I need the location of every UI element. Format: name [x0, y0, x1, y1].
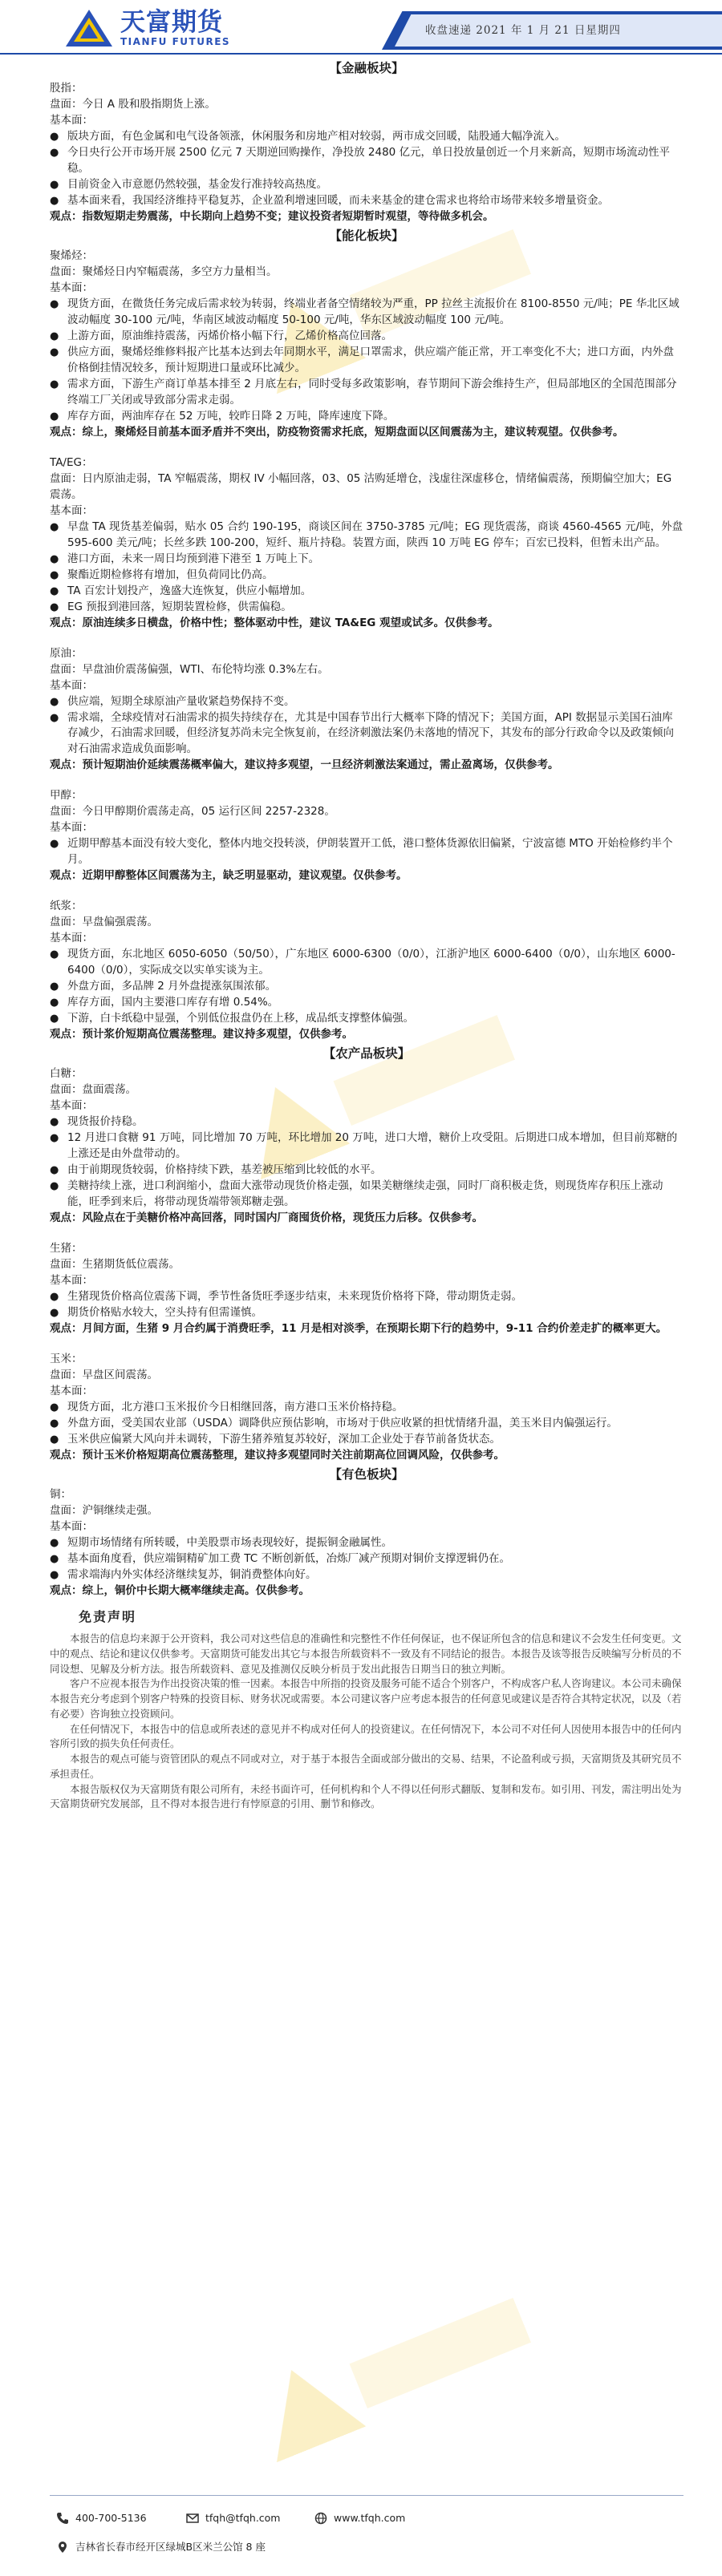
bullet-dot-icon: ● [50, 297, 59, 310]
bullet-item [50, 1289, 683, 1305]
bullet-item [50, 552, 683, 568]
bullet-text: 美糖持续上涨，进口利润缩小，盘面大涨带动现货价格走强，如果美糖继续走强，同时厂商积极走货，则现货库存积压上涨动能，旺季到来后，将带动现货端带领郑糖走强。 [67, 1179, 663, 1209]
disclaimer-paragraph: 在任何情况下，本报告中的信息或所表述的意见并不构成对任何人的投资建议。在任何情况下，本公司不对任何人因使用本报告中的任何内容所引致的损失负任何责任。 [50, 1722, 682, 1750]
logo-chinese-name: 天富期货 [120, 8, 223, 37]
bullet-dot-icon: ● [50, 520, 59, 533]
bullet-dot-icon: ● [50, 1307, 59, 1320]
phone-icon [56, 2512, 69, 2525]
bullet-item [50, 979, 683, 995]
footer-website[interactable] [314, 2511, 405, 2526]
bullet-text: 生猪现货价格高位震荡下调，季节性备货旺季逐步结束，未来现货价格将下降，带动期货走弱。 [67, 1290, 522, 1304]
bullet-dot-icon: ● [50, 378, 59, 390]
bullet-item [50, 1432, 683, 1448]
bullet-dot-icon: ● [50, 552, 59, 565]
text-line: 基本面： [50, 113, 93, 127]
viewpoint-line: 观点：综上，铜价中长期大概率继续走高。仅供参考。 [50, 1584, 310, 1598]
website-url[interactable]: www.tfqh.com [334, 2512, 406, 2524]
bullet-dot-icon: ● [50, 1291, 59, 1304]
bullet-dot-icon: ● [50, 346, 59, 358]
text-line: 基本面： [50, 1274, 93, 1288]
location-pin-icon [56, 2541, 69, 2554]
bullet-text: 基本面来看，我国经济维持平稳复苏，企业盈利增速回暖，而未来基金的建仓需求也将给市场带来较多增量资金。 [67, 193, 609, 207]
text-line: 盘面：早盘偏强震荡。 [50, 916, 158, 929]
tianfu-logo-icon [64, 8, 114, 48]
viewpoint-line: 观点：风险点在于美糖价格冲高回落，同时国内厂商囤货价格，现货压力后移。仅供参考。 [50, 1211, 483, 1225]
header-divider [0, 53, 722, 55]
text-line: 盘面：今日甲醇期价震荡走高，05 运行区间 2257-2328。 [50, 805, 335, 819]
bullet-dot-icon: ● [50, 178, 59, 191]
bullet-item [50, 409, 683, 425]
bullet-text: 现货方面，北方港口玉米报价今日相继回落，南方港口玉米价格持稳。 [67, 1401, 404, 1414]
bullet-text: 期货价格贴水较大，空头持有但需谨慎。 [67, 1306, 262, 1320]
footer-divider [50, 2495, 683, 2496]
bullet-item [50, 947, 683, 979]
bullet-text: 需求端，全球疫情对石油需求的损失持续存在，尤其是中国春节出行大概率下降的情况下；美国方面，API 数据显示美国石油库存减少，石油需求回暖，但经济复苏尚未完全恢复前，在经济刺激法案仍未落地的情况下，其发布的部分行政命令以及政策倾向对石油需求造成负面影响。 [67, 710, 674, 756]
spacer [50, 1227, 683, 1241]
bullet-item [50, 1130, 683, 1163]
bullet-item [50, 568, 683, 584]
bullet-item [50, 1567, 683, 1583]
bullet-dot-icon: ● [50, 568, 59, 581]
text-line: 基本面： [50, 1520, 93, 1534]
disclaimer-paragraph: 本报告的观点可能与资管团队的观点不同或对立，对于基于本报告全面或部分做出的交易、结果，不论盈利或亏损，天富期货及其研究员不承担责任。 [50, 1753, 682, 1780]
company-logo [64, 6, 230, 50]
bullet-dot-icon: ● [50, 1164, 59, 1177]
viewpoint-line: 观点：预计玉米价格短期高位震荡整理，建议持多观望同时关注前期高位回调风险，仅供参考。 [50, 1449, 505, 1462]
text-line: 玉米： [50, 1353, 83, 1366]
bullet-item [50, 995, 683, 1011]
bullet-item [50, 345, 683, 377]
bullet-item [50, 1535, 683, 1551]
viewpoint-line: 观点：月间方面，生猪 9 月合约属于消费旺季，11 月是相对淡季，在预期长期下行的趋势中，9-11 合约价差走扩的概率更大。 [50, 1322, 667, 1336]
bullet-text: 近期甲醇基本面没有较大变化，整体内地交投转淡，伊朗装置开工低，港口整体货源依旧偏紧，宁波富德 MTO 开始检修约半个月。 [67, 837, 673, 867]
bullet-item [50, 329, 683, 345]
bullet-item [50, 193, 683, 209]
text-line: 盘面：今日 A 股和股指期货上涨。 [50, 97, 216, 111]
text-line: 盘面：早盘油价震荡偏强，WTI、布伦特均涨 0.3%左右。 [50, 662, 329, 676]
bullet-text: 需求端海内外实体经济继续复苏，铜消费整体向好。 [67, 1568, 317, 1582]
report-footer [0, 2495, 722, 2576]
text-line: 盘面：聚烯烃日内窄幅震荡，多空方力量相当。 [50, 265, 278, 278]
text-line: 盘面：早盘区间震荡。 [50, 1369, 158, 1382]
bullet-text: 玉米供应偏紧大风向并未调转，下游生猪养殖复苏较好，深加工企业处于春节前备货状态。 [67, 1433, 501, 1446]
bullet-text: 上游方面，原油维持震荡，丙烯价格小幅下行，乙烯价格高位回落。 [67, 329, 392, 342]
text-line: 基本面： [50, 932, 93, 945]
disclaimer-paragraph: 客户不应视本报告为作出投资决策的惟一因素。本报告中所指的投资及服务可能不适合个别客户，不构成客户私人咨询建议。本公司未确保本报告充分考虑到个别客户特殊的投资目标、财务状况或需要。本公司建议客户应考虑本报告的任何意见或建议是否符合其特定状况，以及（若有必要）咨询独立投资顾问。 [50, 1677, 682, 1720]
disclaimer-paragraph: 本报告的信息均来源于公开资料，我公司对这些信息的准确性和完整性不作任何保证，也不保证所包含的信息和建议不会发生任何变更。文中的观点、结论和建议仅供参考。天富期货可能发出其它与本报告所载资料不一致及有不同结论的报告。本报告及该等报告反映编写分析员的不同设想、见解及分析方法。报告所载资料、意见及推测仅反映分析员于发出此报告日期当日的独立判断。 [50, 1632, 682, 1675]
bullet-text: 外盘方面，多品牌 2 月外盘提涨氛围浓郁。 [67, 980, 277, 993]
bullet-dot-icon: ● [50, 711, 59, 724]
bullet-item [50, 377, 683, 409]
bullet-text: 由于前期现货较弱，价格持续下跌，基差被压缩到比较低的水平。 [67, 1163, 382, 1177]
phone-number: 400-700-5136 [75, 2512, 147, 2524]
email-address[interactable]: tfqh@tfqh.com [205, 2512, 281, 2524]
bullet-dot-icon: ● [50, 838, 59, 851]
bullet-dot-icon: ● [50, 1537, 59, 1550]
bullet-item [50, 1114, 683, 1130]
bullet-item [50, 145, 683, 177]
disclaimer-paragraph: 本报告版权仅为天富期货有限公司所有，未经书面许可，任何机构和个人不得以任何形式翻版、复制和发布。如引用、刊发，需注明出处为天富期货研究发展部，且不得对本报告进行有悖原意的引用、删节和修改。 [50, 1782, 682, 1810]
bullet-item [50, 1305, 683, 1321]
text-line: 基本面： [50, 503, 93, 517]
bullet-text: 聚酯近期检修将有增加，但负荷同比仍高。 [67, 568, 274, 581]
disclaimer [50, 1607, 683, 1812]
bullet-item [50, 1551, 683, 1567]
bullet-dot-icon: ● [50, 981, 59, 993]
viewpoint-line: 观点：预计浆价短期高位震荡整理。建议持多观望，仅供参考。 [50, 1028, 353, 1041]
bullet-text: 供应方面，聚烯烃维修料报产比基本达到去年同期水平，满足口罩需求，供应端产能正常，开工率变化不大；进口方面，内外盘价格倒挂情况较多，预计短期进口量或环比减少。 [67, 345, 674, 374]
bullet-text: 目前资金入市意愿仍然较强，基金发行准持较高热度。 [67, 177, 327, 191]
footer-phone [56, 2511, 147, 2526]
disclaimer-title: 免责声明 [79, 1609, 137, 1625]
bullet-item [50, 600, 683, 616]
bullet-text: 短期市场情绪有所转暖，中美股票市场表现较好，提振铜金融属性。 [67, 1536, 392, 1550]
mail-icon [186, 2512, 199, 2525]
bullet-text: EG 预报到港回落，短期装置检修，供需偏稳。 [67, 600, 292, 613]
text-line: 甲醇： [50, 789, 83, 803]
text-line: 基本面： [50, 1099, 93, 1113]
bullet-dot-icon: ● [50, 1132, 59, 1145]
text-line: 基本面： [50, 281, 93, 294]
text-line: 聚烯烃： [50, 249, 93, 262]
bullet-item [50, 1416, 683, 1432]
report-date: 收盘速递 2021 年 1 月 21 日星期四 [425, 24, 621, 37]
bullet-item [50, 1179, 683, 1211]
section-heading: 【能化板块】 [329, 228, 404, 243]
spacer [50, 1337, 683, 1352]
bullet-item [50, 836, 683, 868]
footer-address [56, 2540, 266, 2555]
bullet-dot-icon: ● [50, 330, 59, 342]
bullet-item [50, 177, 683, 193]
text-line: 基本面： [50, 821, 93, 835]
bullet-text: 今日央行公开市场开展 2500 亿元 7 天期逆回购操作，净投放 2480 亿元，单日投放量创近一个月来新高，短期市场流动性平稳。 [67, 145, 671, 175]
footer-email[interactable] [186, 2511, 281, 2526]
bullet-text: 现货方面，在微货任务完成后需求较为转弱，终端业者备空情绪较为严重，PP 拉丝主流报价在 8100-8550 元/吨；PE 华北区域波动幅度 30-100 元/吨，华南区域波动幅度 50-100 元/吨，华东区域波动幅度 100 元/吨。 [67, 297, 679, 326]
bullet-text: 下游，白卡纸稳中显强，个别低位报盘仍在上移，成品纸支撑整体偏强。 [67, 1012, 414, 1025]
section-heading: 【有色板块】 [329, 1467, 404, 1482]
text-line: 盘面：盘面震荡。 [50, 1083, 136, 1097]
bullet-text: 港口方面，未来一周日均预到港下港至 1 万吨上下。 [67, 552, 320, 565]
spacer [50, 441, 683, 455]
viewpoint-line: 观点：原油连续多日横盘，价格中性；整体驱动中性，建议 TA&EG 观望或试多。仅供参考。 [50, 616, 499, 629]
bullet-dot-icon: ● [50, 410, 59, 423]
bullet-item [50, 1011, 683, 1027]
bullet-text: 库存方面，两油库存在 52 万吨，较昨日降 2 万吨，降库速度下降。 [67, 409, 395, 423]
viewpoint-line: 观点：近期甲醇整体区间震荡为主，缺乏明显驱动，建议观望。仅供参考。 [50, 869, 408, 883]
text-line: 纸浆： [50, 900, 83, 913]
text-line: 股指： [50, 81, 83, 95]
bullet-item [50, 584, 683, 600]
bullet-item [50, 520, 683, 552]
bullet-text: 现货方面，东北地区 6050-6050（50/50），广东地区 6000-6300（0/0），江浙沪地区 6000-6400（0/0），山东地区 6000-6400（0/0），实际成交以实单实谈为主。 [67, 948, 675, 977]
bullet-dot-icon: ● [50, 948, 59, 961]
address-text: 吉林省长春市经开区绿城B区米兰公馆 8 座 [75, 2541, 266, 2553]
bullet-text: 外盘方面，受美国农业部（USDA）调降供应预估影响，市场对于供应收紧的担忧情绪升温，美玉米目内偏强运行。 [67, 1417, 618, 1430]
bullet-item [50, 1163, 683, 1179]
text-line: 铜： [50, 1488, 71, 1502]
text-line: 盘面：生猪期货低位震荡。 [50, 1258, 180, 1272]
bullet-dot-icon: ● [50, 130, 59, 143]
viewpoint-line: 观点：指数短期走势震荡，中长期向上趋势不变；建议投资者短期暂时观望，等待做多机会。 [50, 209, 494, 223]
bullet-item [50, 694, 683, 710]
bullet-dot-icon: ● [50, 584, 59, 597]
bullet-text: 早盘 TA 现货基差偏弱，贴水 05 合约 190-195，商谈区间在 3750-3785 元/吨；EG 现货震荡，商谈 4560-4565 元/吨，外盘 595-600 美元/吨；长丝多跌 100-200，短纤、瓶片持稳。装置方面，陕西 10 万吨 EG 停车；百宏已投料，但暂未出产品。 [67, 520, 683, 549]
spacer [50, 632, 683, 646]
bullet-text: 库存方面，国内主要港口库存有增 0.54%。 [67, 996, 279, 1009]
bullet-dot-icon: ● [50, 1569, 59, 1582]
section-heading: 【农产品板块】 [322, 1046, 411, 1062]
bullet-text: TA 百宏计划投产，逸盛大连恢复，供应小幅增加。 [67, 584, 312, 597]
bullet-dot-icon: ● [50, 1434, 59, 1446]
section-heading: 【金融板块】 [329, 61, 404, 75]
bullet-item [50, 1400, 683, 1416]
globe-icon [314, 2512, 327, 2525]
viewpoint-line: 观点：预计短期油价延续震荡概率偏大，建议持多观望，一旦经济刺激法案通过，需止盈离场，仅供参考。 [50, 758, 559, 772]
bullet-text: 需求方面，下游生产商订单基本排至 2 月底左右，同时受每多政策影响，春节期间下游会维持生产，但局部地区的全国范围部分终端工厂关闭或导致部分需求走弱。 [67, 377, 677, 406]
text-line: 盘面：沪铜继续走强。 [50, 1504, 158, 1518]
text-line: 基本面： [50, 678, 93, 692]
bullet-item [50, 297, 683, 329]
bullet-dot-icon: ● [50, 1553, 59, 1566]
bullet-dot-icon: ● [50, 194, 59, 207]
bullet-dot-icon: ● [50, 146, 59, 159]
viewpoint-line: 观点：综上，聚烯烃目前基本面矛盾并不突出，防疫物资需求托底，短期盘面以区间震荡为主，建议转观望。仅供参考。 [50, 425, 624, 439]
text-line: 原油： [50, 646, 83, 660]
logo-english-name: TIANFU FUTURES [120, 36, 231, 47]
bullet-text: 基本面角度看，供应端铜精矿加工费 TC 不断创新低，冶炼厂减产预期对铜价支撑逻辑仍在。 [67, 1552, 510, 1566]
bullet-dot-icon: ● [50, 997, 59, 1009]
text-line: TA/EG： [50, 455, 93, 469]
bullet-text: 供应端，短期全球原油产量收紧趋势保持不变。 [67, 694, 295, 708]
bullet-text: 现货报价持稳。 [67, 1115, 144, 1129]
bullet-item [50, 710, 683, 758]
bullet-dot-icon: ● [50, 1417, 59, 1430]
bullet-item [50, 129, 683, 145]
text-line: 盘面：日内原油走弱，TA 窄幅震荡，期权 IV 小幅回落，03、05 沽购延增仓，浅虚往深虚移仓，情绪偏震荡，预期偏空加大；EG 震荡。 [50, 471, 672, 501]
spacer [50, 774, 683, 788]
report-header [0, 0, 722, 56]
text-line: 基本面： [50, 1385, 93, 1398]
text-line: 生猪： [50, 1242, 83, 1256]
bullet-text: 版块方面，有色金属和电气设备领涨，休闲服务和房地产相对较弱，两市成交回暖，陆股通大幅净流入。 [67, 129, 566, 143]
bullet-dot-icon: ● [50, 1180, 59, 1193]
bullet-text: 12 月进口食糖 91 万吨，同比增加 70 万吨，环比增加 20 万吨，进口大增，糖价上攻受阻。后期进口成本增加，但目前郑糖的上涨还是由外盘带动的。 [67, 1131, 678, 1161]
bullet-dot-icon: ● [50, 1116, 59, 1129]
bullet-dot-icon: ● [50, 601, 59, 613]
text-line: 白糖： [50, 1067, 83, 1081]
bullet-dot-icon: ● [50, 1013, 59, 1025]
bullet-dot-icon: ● [50, 1401, 59, 1414]
spacer [50, 884, 683, 899]
bullet-dot-icon: ● [50, 695, 59, 708]
report-body [0, 56, 722, 1812]
